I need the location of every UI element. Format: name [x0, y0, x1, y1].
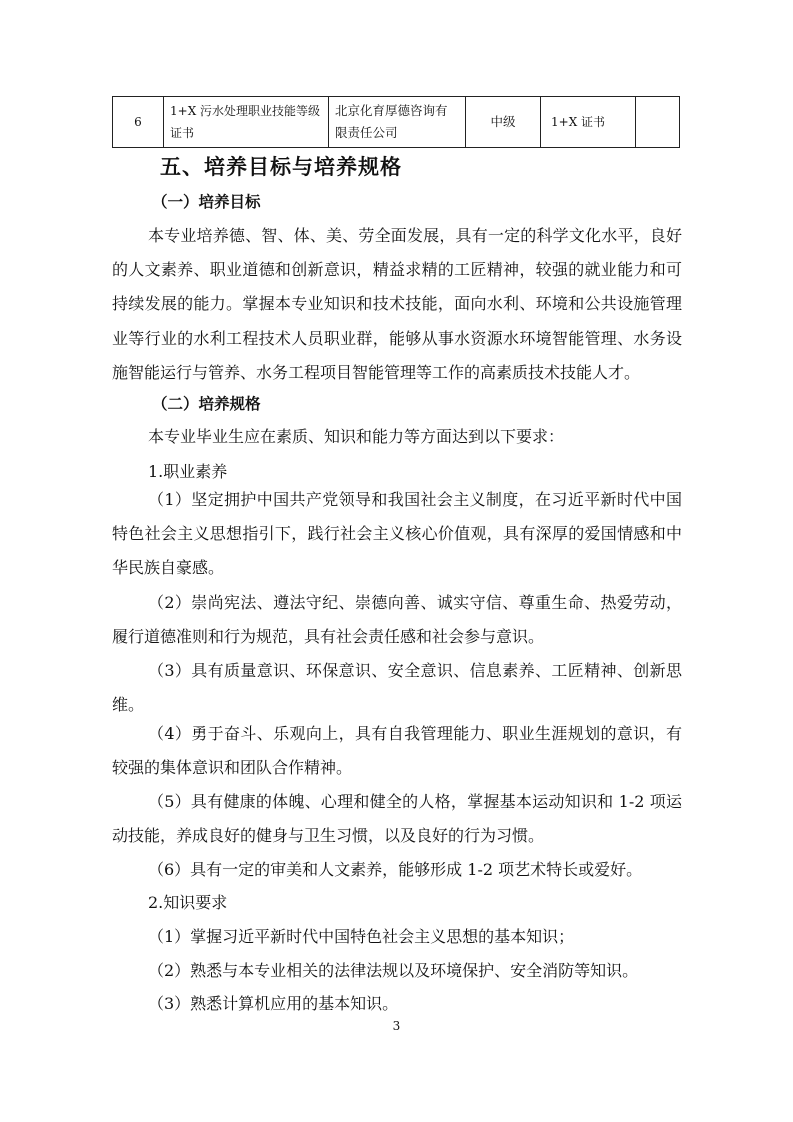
knowledge-item-3: （3）熟悉计算机应用的基本知识。	[148, 994, 399, 1013]
cell-certificate-type: 1+X 证书	[541, 97, 636, 148]
quality-item-2: （2）崇尚宪法、遵法守纪、崇德向善、诚实守信、尊重生命、热爱劳动，履行道德准则和行为规范，具有社会责任感和社会参与意识。	[112, 593, 682, 647]
quality-item-4: （4）勇于奋斗、乐观向上，具有自我管理能力、职业生涯规划的意识，有较强的集体意识和团队合作精神。	[112, 724, 682, 778]
goals-heading: （一）培养目标	[152, 193, 261, 211]
quality-item-1: （1）坚定拥护中国共产党领导和我国社会主义制度，在习近平新时代中国特色社会主义思想指引下，践行社会主义核心价值观，具有深厚的爱国情感和中华民族自豪感。	[112, 490, 682, 578]
cell-note	[636, 97, 680, 148]
cell-number: 6	[113, 97, 164, 148]
table-row	[113, 97, 680, 148]
certificate-table	[112, 96, 680, 148]
cell-issuing-organization: 北京化育厚德咨询有限责任公司	[329, 97, 466, 148]
specs-heading: （二）培养规格	[152, 395, 261, 413]
cell-certificate-name: 1+X 污水处理职业技能等级证书	[164, 97, 329, 148]
quality-item-6: （6）具有一定的审美和人文素养，能够形成 1-2 项艺术特长或爱好。	[148, 860, 643, 879]
cell-level: 中级	[466, 97, 541, 148]
quality-item-3: （3）具有质量意识、环保意识、安全意识、信息素养、工匠精神、创新思维。	[112, 661, 682, 715]
knowledge-title: 2.知识要求	[148, 893, 228, 912]
goals-paragraph: 本专业培养德、智、体、美、劳全面发展，具有一定的科学文化水平，良好的人文素养、职业道德和创新意识，精益求精的工匠精神，较强的就业能力和可持续发展的能力。掌握本专业知识和技术技能，面向水利、环境和公共设施管理业等行业的水利工程技术人员职业群，能够从事水资源水环境智能管理、水务设施智能运行与管养、水务工程项目智能管理等工作的高素质技术技能人才。	[112, 226, 682, 382]
quality-item-5: （5）具有健康的体魄、心理和健全的人格，掌握基本运动知识和 1-2 项运动技能，养成良好的健身与卫生习惯，以及良好的行为习惯。	[112, 792, 682, 846]
knowledge-item-1: （1）掌握习近平新时代中国特色社会主义思想的基本知识；	[148, 927, 575, 946]
quality-title: 1.职业素养	[148, 462, 228, 481]
specs-intro: 本专业毕业生应在素质、知识和能力等方面达到以下要求：	[148, 427, 565, 446]
page-number: 3	[392, 1019, 401, 1033]
section-title: 五、培养目标与培养规格	[160, 155, 402, 179]
knowledge-item-2: （2）熟悉与本专业相关的法律法规以及环境保护、安全消防等知识。	[148, 961, 639, 980]
